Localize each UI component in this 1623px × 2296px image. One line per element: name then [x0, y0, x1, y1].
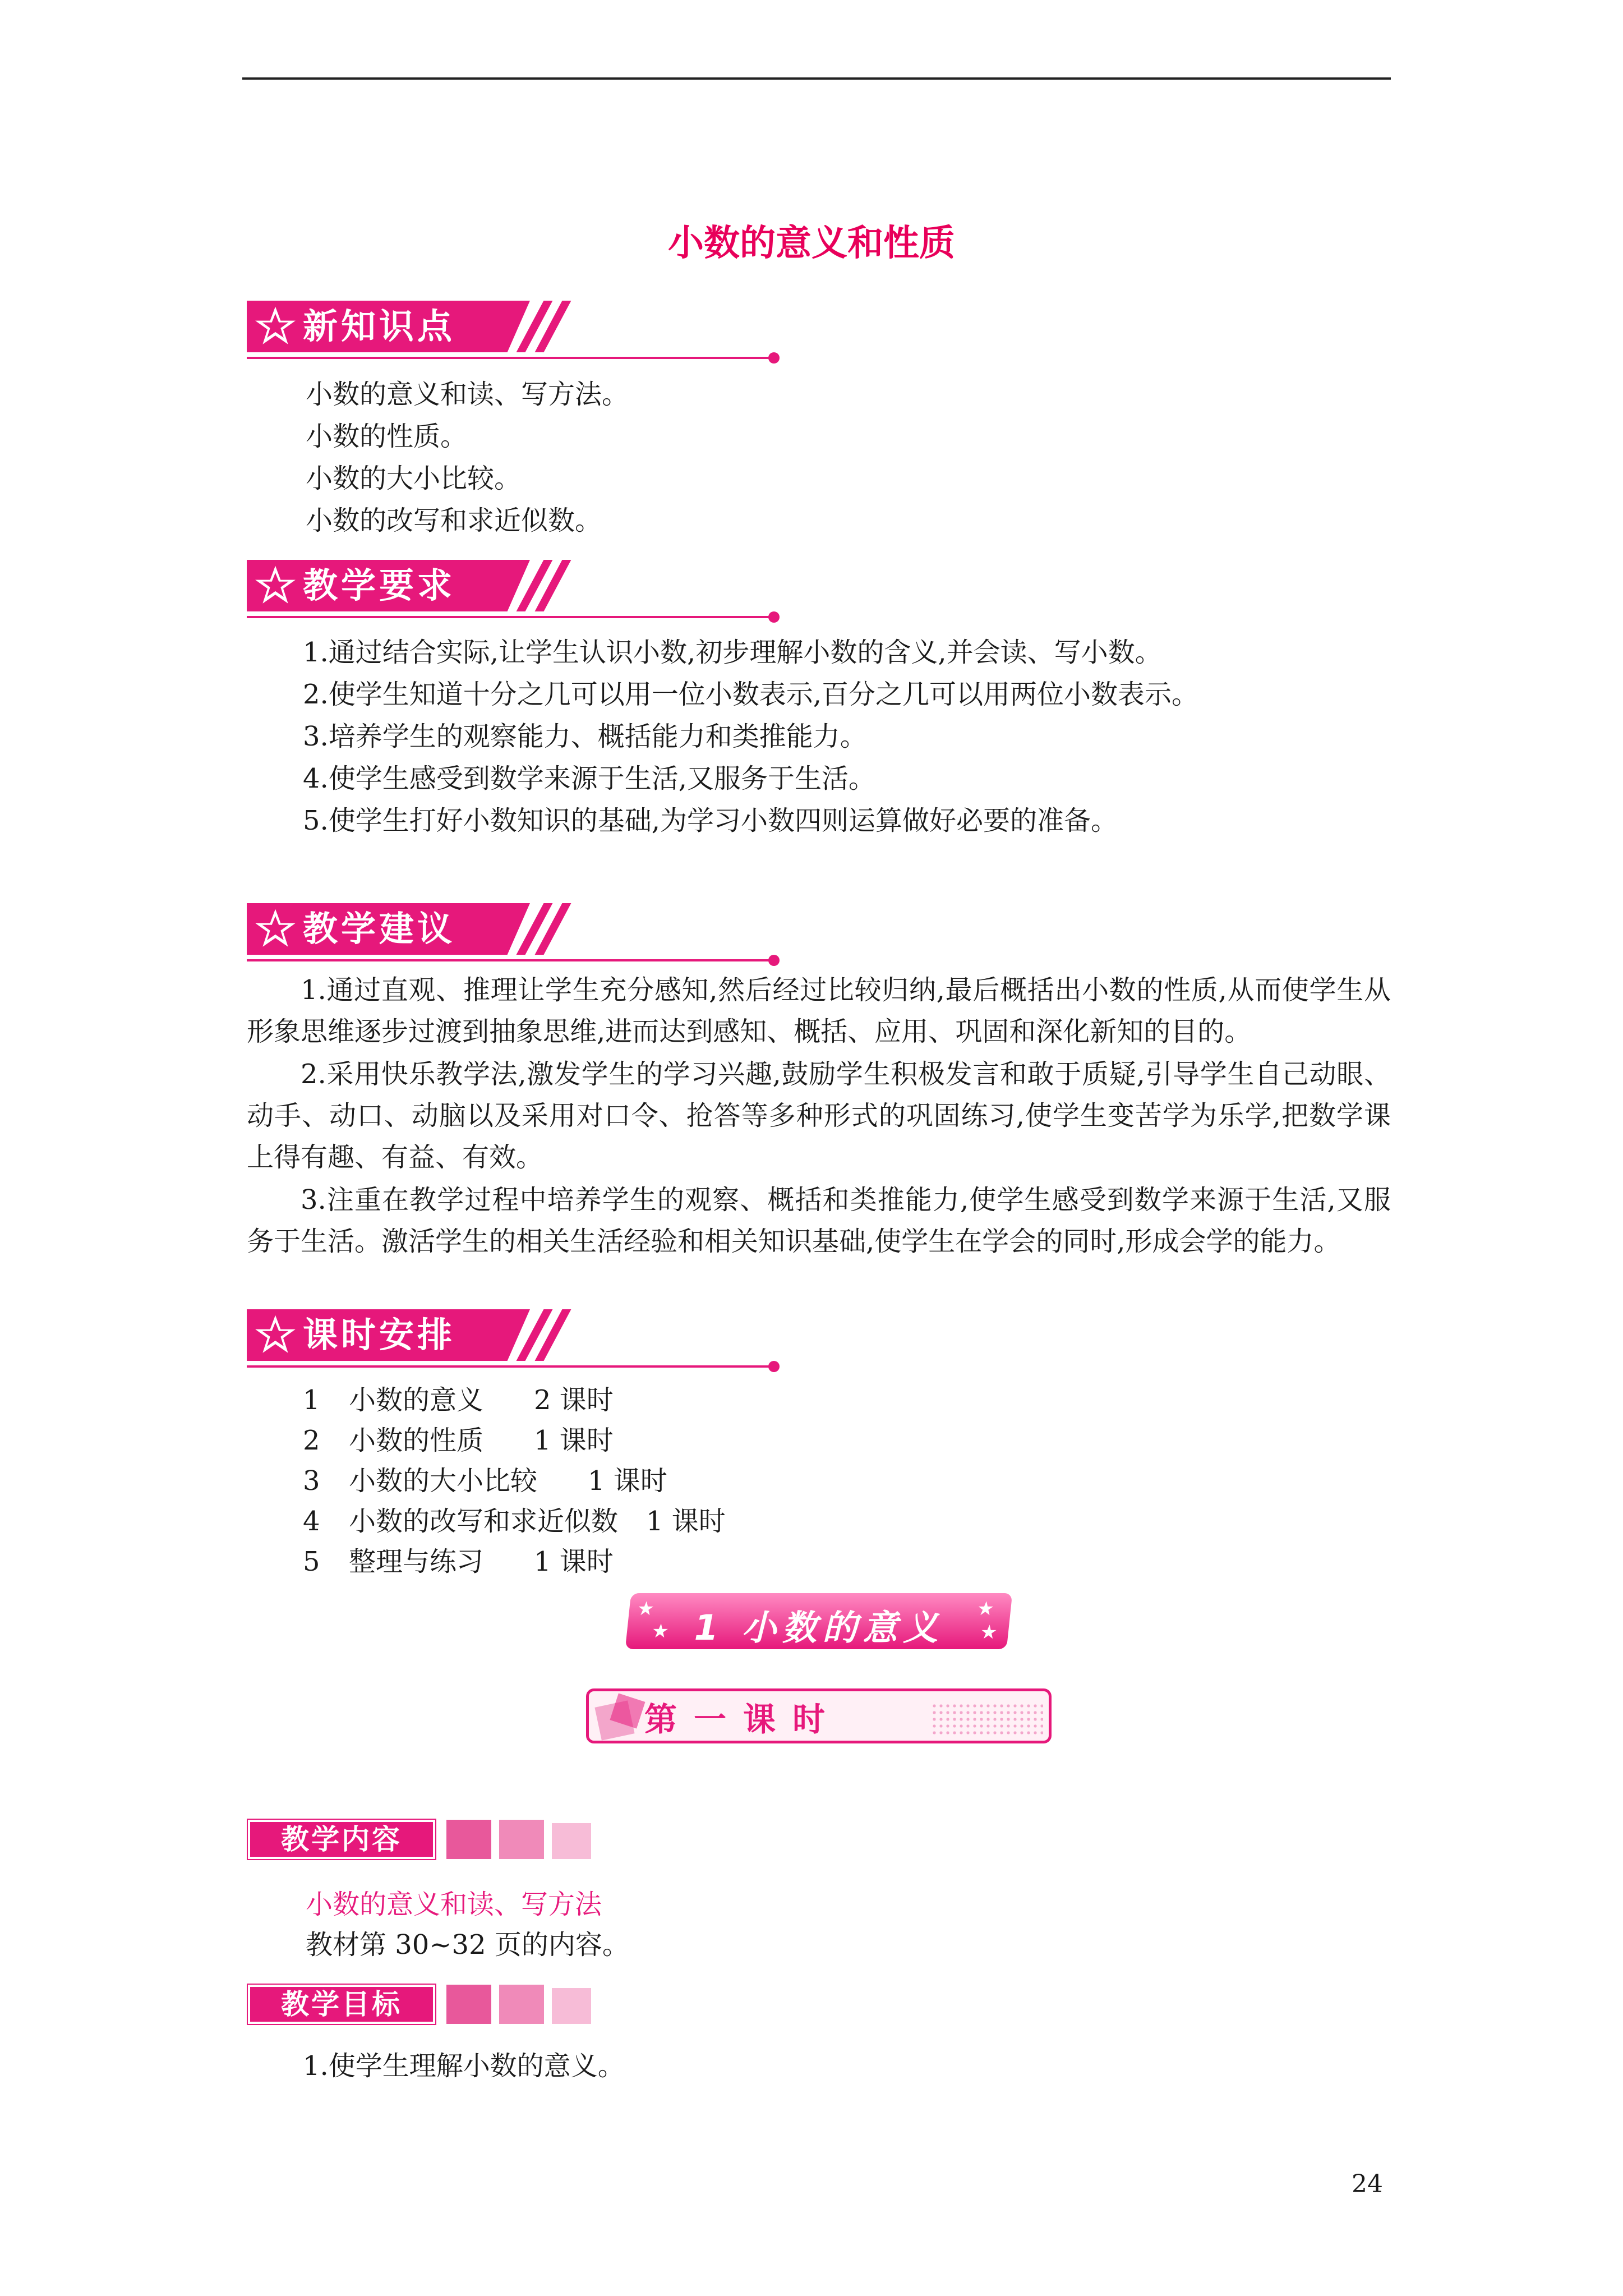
unit-title: 1 小数的意义 [694, 1607, 944, 1648]
section-heading: 新知识点 [303, 306, 456, 347]
section-banner-requirements [247, 560, 796, 627]
paragraph: 1.通过直观、推理让学生充分感知,然后经过比较归纳,最后概括出小数的性质,从而使学生从形象思维逐步过渡到抽象思维,进而达到感知、概括、应用、巩固和深化新知的目的。 [247, 974, 1391, 1047]
table-row: 3 小数的大小比较 1 课时 [303, 1465, 667, 1497]
list-item: 小数的意义和读、写方法。 [306, 379, 629, 410]
bullet-dot-icon [768, 1361, 780, 1372]
bullet-dot-icon [768, 352, 780, 364]
table-row: 5 整理与练习 1 课时 [303, 1546, 614, 1577]
star-icon [253, 907, 297, 950]
list-item: 2.使学生知道十分之几可以用一位小数表示,百分之几可以用两位小数表示。 [303, 679, 1199, 710]
paragraph: 3.注重在教学过程中培养学生的观察、概括和类推能力,使学生感受到数学来源于生活,又服务于生活。激活学生的相关生活经验和相关知识基础,使学生在学会的同时,形成会学的能力。 [247, 1184, 1391, 1257]
star-icon [253, 563, 297, 607]
list-item: 小数的改写和求近似数。 [306, 505, 602, 536]
tag-label: 教学内容 [248, 1820, 435, 1859]
list-item: 小数的性质。 [306, 421, 468, 452]
star-icon [253, 304, 297, 348]
page-title: 小数的意义和性质 [668, 222, 955, 264]
table-row: 2 小数的性质 1 课时 [303, 1425, 614, 1456]
page-number: 24 [1352, 2170, 1383, 2198]
paragraph: 2.采用快乐教学法,激发学生的学习兴趣,鼓励学生积极发言和敢于质疑,引导学生自己动眼、动手、动口、动脑以及采用对口令、抢答等多种形式的巩固练习,使学生变苦学为乐学,把数学课上得有趣、有益、有效。 [247, 1059, 1391, 1173]
section-heading: 教学要求 [303, 565, 456, 606]
bullet-dot-icon [768, 611, 780, 623]
tag-label: 教学目标 [248, 1985, 435, 2024]
section-heading: 课时安排 [303, 1314, 456, 1355]
unit-banner: ★ ★ ★ ★ [625, 1593, 1013, 1649]
list-item: 4.使学生感受到数学来源于生活,又服务于生活。 [303, 763, 876, 794]
list-item: 小数的大小比较。 [306, 463, 522, 494]
content-topic: 小数的意义和读、写方法 [306, 1889, 602, 1920]
section-banner-schedule [247, 1309, 796, 1377]
list-item: 5.使学生打好小数知识的基础,为学习小数四则运算做好必要的准备。 [303, 805, 1118, 836]
header-rule [242, 77, 1391, 80]
list-item: 3.培养学生的观察能力、概括能力和类推能力。 [303, 721, 867, 752]
section-banner-suggestions [247, 903, 796, 970]
bullet-dot-icon [768, 955, 780, 966]
objective-item: 1.使学生理解小数的意义。 [303, 2050, 625, 2082]
table-row: 4 小数的改写和求近似数 1 课时 [303, 1506, 726, 1537]
table-row: 1 小数的意义 2 课时 [303, 1384, 614, 1416]
section-heading: 教学建议 [303, 908, 456, 949]
star-icon [253, 1313, 297, 1356]
content-pages: 教材第 30~32 页的内容。 [306, 1929, 629, 1961]
lesson-title: 第一课时 [644, 1700, 842, 1738]
section-banner-new-knowledge [247, 301, 796, 368]
list-item: 1.通过结合实际,让学生认识小数,初步理解小数的含义,并会读、写小数。 [303, 637, 1162, 668]
